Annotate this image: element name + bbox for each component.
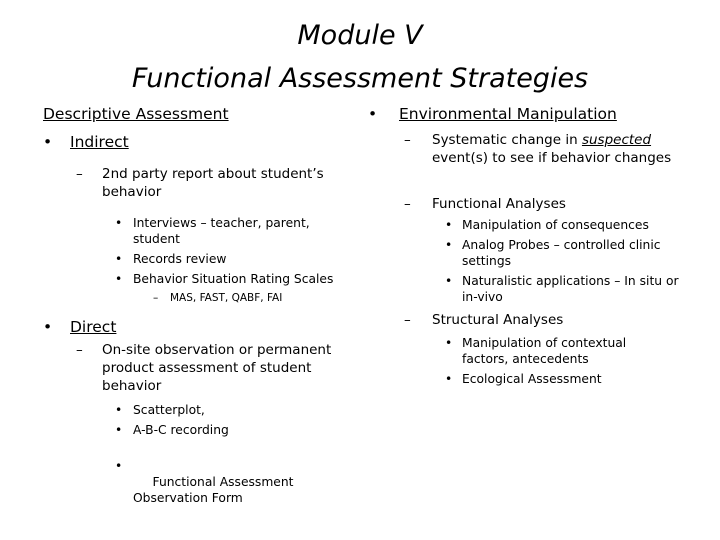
bullet-icon: • xyxy=(445,218,453,232)
observation-form-item xyxy=(40,442,313,522)
analog-probes-item xyxy=(360,237,680,269)
bullet-icon: • xyxy=(115,403,123,417)
consequences-item xyxy=(360,217,700,233)
dash-icon: – xyxy=(76,342,83,358)
environmental-manipulation-heading xyxy=(360,104,700,124)
bullet-icon: • xyxy=(115,423,123,437)
ecological-assessment-text: Ecological Assessment xyxy=(462,372,602,386)
title-line-1: Module V xyxy=(297,20,423,51)
slide-title xyxy=(0,14,720,100)
systematic-text-end: event(s) to see if behavior changes xyxy=(432,150,672,166)
abc-recording-text: A-B-C recording xyxy=(133,423,229,437)
indirect-item xyxy=(40,132,360,152)
left-column xyxy=(40,104,360,522)
direct-description xyxy=(40,341,344,395)
indirect-description-text: 2nd party report about student’s behavior xyxy=(102,166,324,200)
records-review-text: Records review xyxy=(133,252,227,266)
direct-item xyxy=(40,317,360,337)
bullet-icon: • xyxy=(115,252,123,266)
records-review-item xyxy=(40,251,360,267)
naturalistic-text: Naturalistic applications – In situ or in-vivo xyxy=(462,274,679,304)
analog-probes-text: Analog Probes – controlled clinic settings xyxy=(462,238,661,268)
bullet-icon: • xyxy=(43,133,53,151)
naturalistic-item xyxy=(360,273,680,305)
abc-recording-item xyxy=(40,422,360,438)
bullet-icon: • xyxy=(43,318,53,336)
dash-icon: – xyxy=(404,196,411,212)
bullet-icon: • xyxy=(115,459,123,473)
systematic-change-item xyxy=(360,131,672,167)
bullet-icon: • xyxy=(368,105,378,123)
bullet-icon: • xyxy=(445,372,453,386)
functional-analyses-item xyxy=(360,195,700,213)
ecological-assessment-item xyxy=(360,371,700,387)
interviews-text: Interviews – teacher, parent, student xyxy=(133,216,310,246)
descriptive-assessment-heading: Descriptive Assessment xyxy=(43,105,229,123)
consequences-text: Manipulation of consequences xyxy=(462,218,649,232)
direct-description-text: On-site observation or permanent product assessment of student behavior xyxy=(102,342,332,394)
contextual-factors-item xyxy=(360,335,662,367)
indirect-description xyxy=(40,165,352,201)
systematic-text-start: Systematic change in xyxy=(432,132,582,148)
bullet-icon: • xyxy=(115,272,123,286)
suspected-emphasis: suspected xyxy=(581,132,652,148)
structural-analyses-item xyxy=(360,311,700,329)
bullet-icon: • xyxy=(445,274,453,288)
rating-scales-text: Behavior Situation Rating Scales xyxy=(133,272,334,286)
bullet-icon: • xyxy=(445,336,453,350)
scatterplot-item xyxy=(40,402,360,418)
bullet-icon: • xyxy=(445,238,453,252)
title-line-2: Functional Assessment Strategies xyxy=(131,63,589,94)
environmental-manipulation-label: Environmental Manipulation xyxy=(399,105,617,123)
dash-icon: – xyxy=(76,166,83,182)
scales-list-text: MAS, FAST, QABF, FAI xyxy=(170,292,283,304)
indirect-label: Indirect xyxy=(70,133,129,151)
interviews-item xyxy=(40,215,343,247)
contextual-factors-text: Manipulation of contextual factors, antecedents xyxy=(462,336,627,366)
dash-icon: – xyxy=(404,312,411,328)
right-column xyxy=(360,104,700,387)
bullet-icon: • xyxy=(115,216,123,230)
dash-icon: – xyxy=(153,292,159,304)
rating-scales-item xyxy=(40,271,360,287)
direct-label: Direct xyxy=(70,318,117,336)
dash-icon: – xyxy=(404,132,411,148)
scatterplot-text: Scatterplot, xyxy=(133,403,205,417)
functional-analyses-label: Functional Analyses xyxy=(432,196,566,212)
observation-form-text: Functional Assessment Observation Form xyxy=(133,475,298,505)
scales-list-item xyxy=(40,291,360,305)
structural-analyses-label: Structural Analyses xyxy=(432,312,564,328)
